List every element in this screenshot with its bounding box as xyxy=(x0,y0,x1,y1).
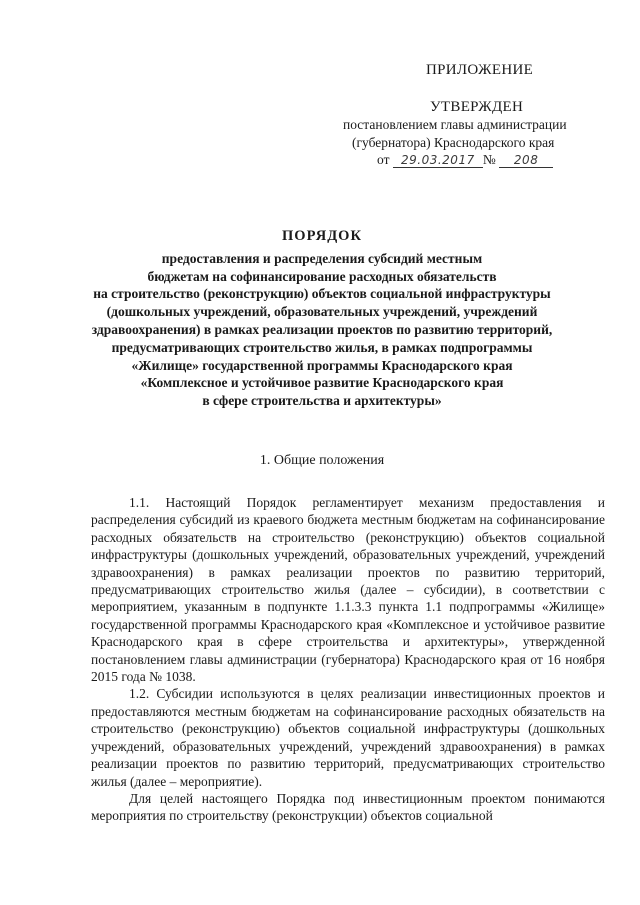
date-prefix: от xyxy=(377,152,390,167)
paragraph-definition: Для целей настоящего Порядка под инвестиционным проектом понимаются мероприятия по строительству (реконструкции) объектов социальной xyxy=(91,790,605,824)
title-line: предоставления и распределения субсидий местным xyxy=(161,250,483,266)
approved-label: УТВЕРЖДЕН xyxy=(430,99,524,115)
number-sign: № xyxy=(482,152,496,167)
paragraph-1-2: 1.2. Субсидии используются в целях реализации инвестиционных проектов и предоставляются местным бюджетам на софинансирование расходных обязательств на строительство (реконструкцию) объектов социальной инфраструктуры (дошкольных учреждений, образовательных учреждений, учреждений здравоохранения) в рамках реализации проектов по развитию территорий, предусматривающих строительство жилья (далее – мероприятие). xyxy=(91,686,605,789)
approval-date-row xyxy=(377,152,553,168)
approval-line-2: (губернатора) Краснодарского края xyxy=(352,135,555,150)
body-text xyxy=(91,494,605,825)
paragraph-1-1: 1.1. Настоящий Порядок регламентирует механизм предоставления и распределения субсидий из краевого бюджета местным бюджетам на софинансирование расходных обязательств на строительство (реконструкцию) объектов социальной инфраструктуры (дошкольных учреждений, образовательных учреждений, учреждений здравоохранения) в рамках реализации проектов по развитию территорий, предусматривающих строительство жилья (далее – субсидии), в соответствии с мероприятием, указанным в подпункте 1.1.3.3 пункта 1.1 подпрограммы «Жилище» государственной программы Краснодарского края «Комплексное и устойчивое развитие Краснодарского края в сфере строительства и архитектуры», утвержденной постановлением главы администрации (губернатора) Краснодарского края от 16 ноября 2015 года № 1038. xyxy=(91,495,605,685)
section-heading: 1. Общие положения xyxy=(259,453,385,468)
title-line: здравоохранения) в рамках реализации проектов по развитию территорий, xyxy=(91,321,553,337)
handwritten-number: 208 xyxy=(499,153,553,168)
title-line: на строительство (реконструкцию) объектов социальной инфраструктуры xyxy=(93,286,551,302)
title-line: «Жилище» государственной программы Краснодарского края xyxy=(131,357,513,373)
appendix-label: ПРИЛОЖЕНИЕ xyxy=(426,62,534,78)
title-line: (дошкольных учреждений, образовательных учреждений, учреждений xyxy=(106,304,538,320)
approval-line-1: постановлением главы администрации xyxy=(343,117,567,132)
title-line: бюджетам на софинансирование расходных обязательств xyxy=(147,268,497,284)
title-line: предусматривающих строительство жилья, в рамках подпрограммы xyxy=(111,339,533,355)
title-line: в сфере строительства и архитектуры» xyxy=(202,393,442,409)
title-line: «Комплексное и устойчивое развитие Краснодарского края xyxy=(140,375,504,391)
title-main: ПОРЯДОК xyxy=(282,228,362,244)
document-title xyxy=(60,228,584,410)
handwritten-date: 29.03.2017 xyxy=(393,153,483,168)
